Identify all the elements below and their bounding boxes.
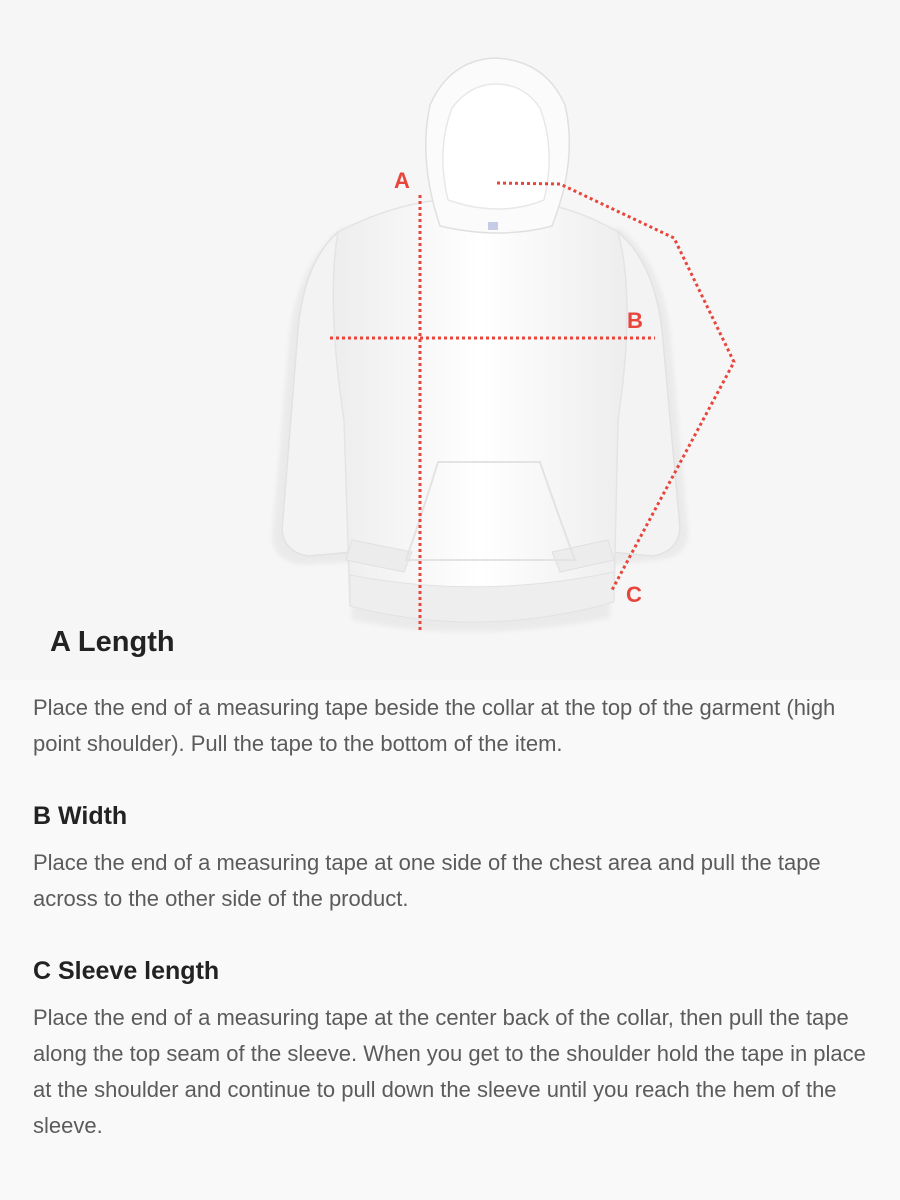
marker-c: C [626,582,642,607]
length-description: Place the end of a measuring tape beside the collar at the top of the garment (high point shoulder). Pull the tape to the bottom of the item. [33,695,836,756]
length-heading: A Length [50,626,175,658]
measurement-instructions [33,690,878,1144]
hood-opening [443,84,549,209]
width-description: Place the end of a measuring tape at one side of the chest area and pull the tape across to the other side of the product. [33,850,821,911]
width-section [33,802,878,917]
sleeve-length-section [33,957,878,1144]
hoodie-tag [488,222,498,230]
sleeve-length-description: Place the end of a measuring tape at the center back of the collar, then pull the tape along the top seam of the sleeve. When you get to the shoulder hold the tape in place at the shoulder and continue to pull down the sleeve until you reach the hem of the sleeve. [33,1005,866,1138]
width-heading: B Width [33,802,128,830]
marker-a: A [394,168,410,193]
marker-b: B [627,308,643,333]
sleeve-length-heading: C Sleeve length [33,957,220,985]
length-section [33,690,878,762]
